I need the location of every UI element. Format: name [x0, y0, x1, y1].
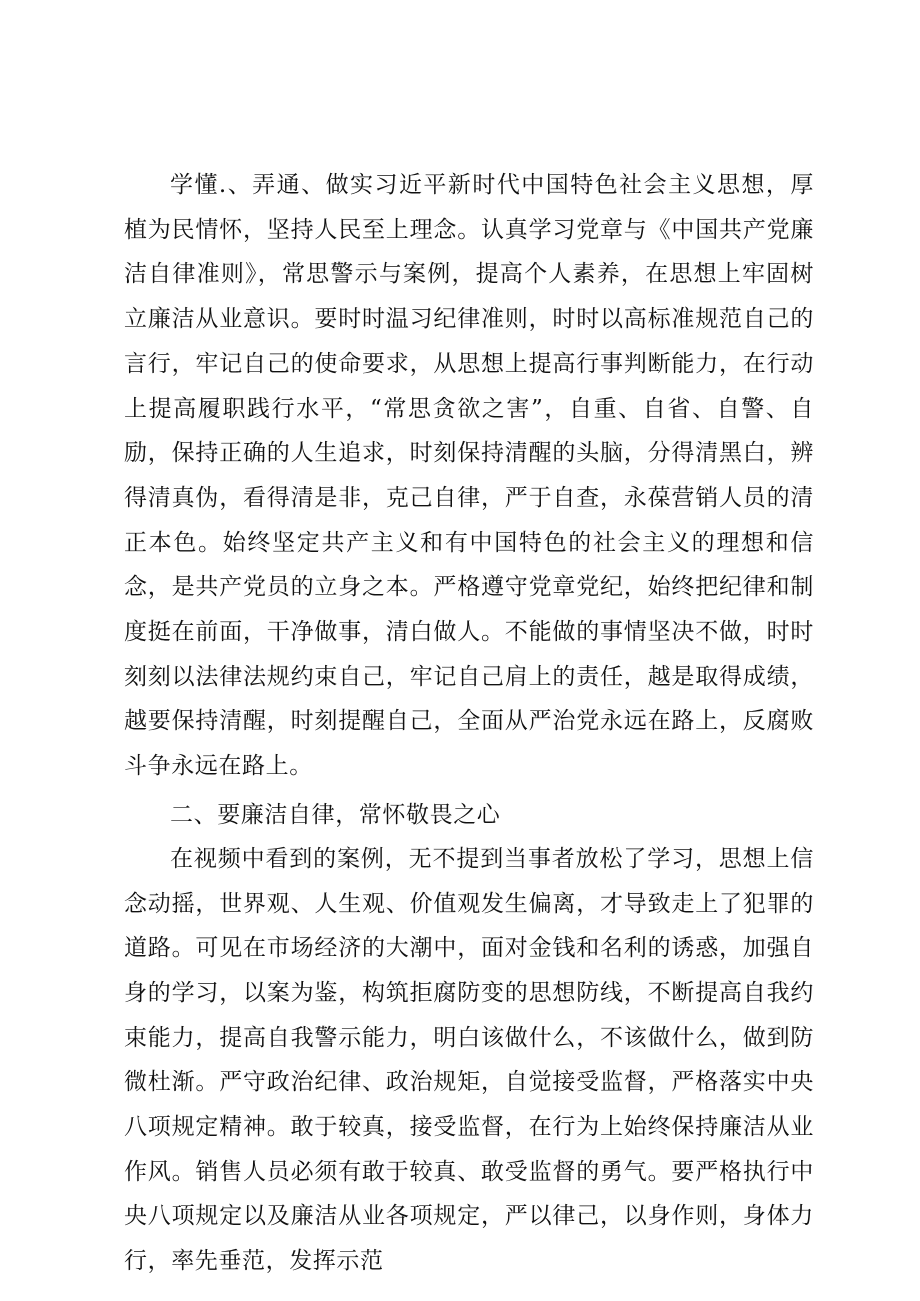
paragraph-2: 在视频中看到的案例，无不提到当事者放松了学习，思想上信念动摇，世界观、人生观、价值观发生偏离，才导致走上了犯罪的道路。可见在市场经济的大潮中，面对金钱和名利的诱惑，加强自身的学习，以案为鉴，构筑拒腐防变的思想防线，不断提高自我约束能力，提高自我警示能力，明白该做什么，不该做什么，做到防微杜渐。严守政治纪律、政治规矩，自觉接受监督，严格落实中央八项规定精神。敢于较真，接受监督，在行为上始终保持廉洁从业作风。销售人员必须有敢于较真、敢受监督的勇气。要严格执行中央八项规定以及廉洁从业各项规定，严以律己，以身作则，身体力行，率先垂范，发挥示范 — [124, 845, 814, 1275]
paragraph-1: 学懂.、弄通、做实习近平新时代中国特色社会主义思想，厚植为民情怀，坚持人民至上理念。认真学习党章与《中国共产党廉洁自律准则》，常思警示与案例，提高个人素养，在思想上牢固树立廉洁从业意识。要时时温习纪律准则，时时以高标准规范自己的言行，牢记自己的使命要求，从思想上提高行事判断能力，在行动上提高履职践行水平，“常思贪欲之害”，自重、自省、自警、自励，保持正确的人生追求，时刻保持清醒的头脑，分得清黑白，辨得清真伪，看得清是非，克己自律，严于自查，永葆营销人员的清正本色。始终坚定共产主义和有中国特色的社会主义的理想和信念，是共产党员的立身之本。严格遵守党章党纪，始终把纪律和制度挺在前面，干净做事，清白做人。不能做的事情坚决不做，时时刻刻以法律法规约束自己，牢记自己肩上的责任，越是取得成绩，越要保持清醒，时刻提醒自己，全面从严治党永远在路上，反腐败斗争永远在路上。 — [124, 172, 814, 780]
document-body — [124, 163, 814, 1284]
section-heading-2: 二、要廉洁自律，常怀敬畏之心 — [170, 801, 501, 828]
